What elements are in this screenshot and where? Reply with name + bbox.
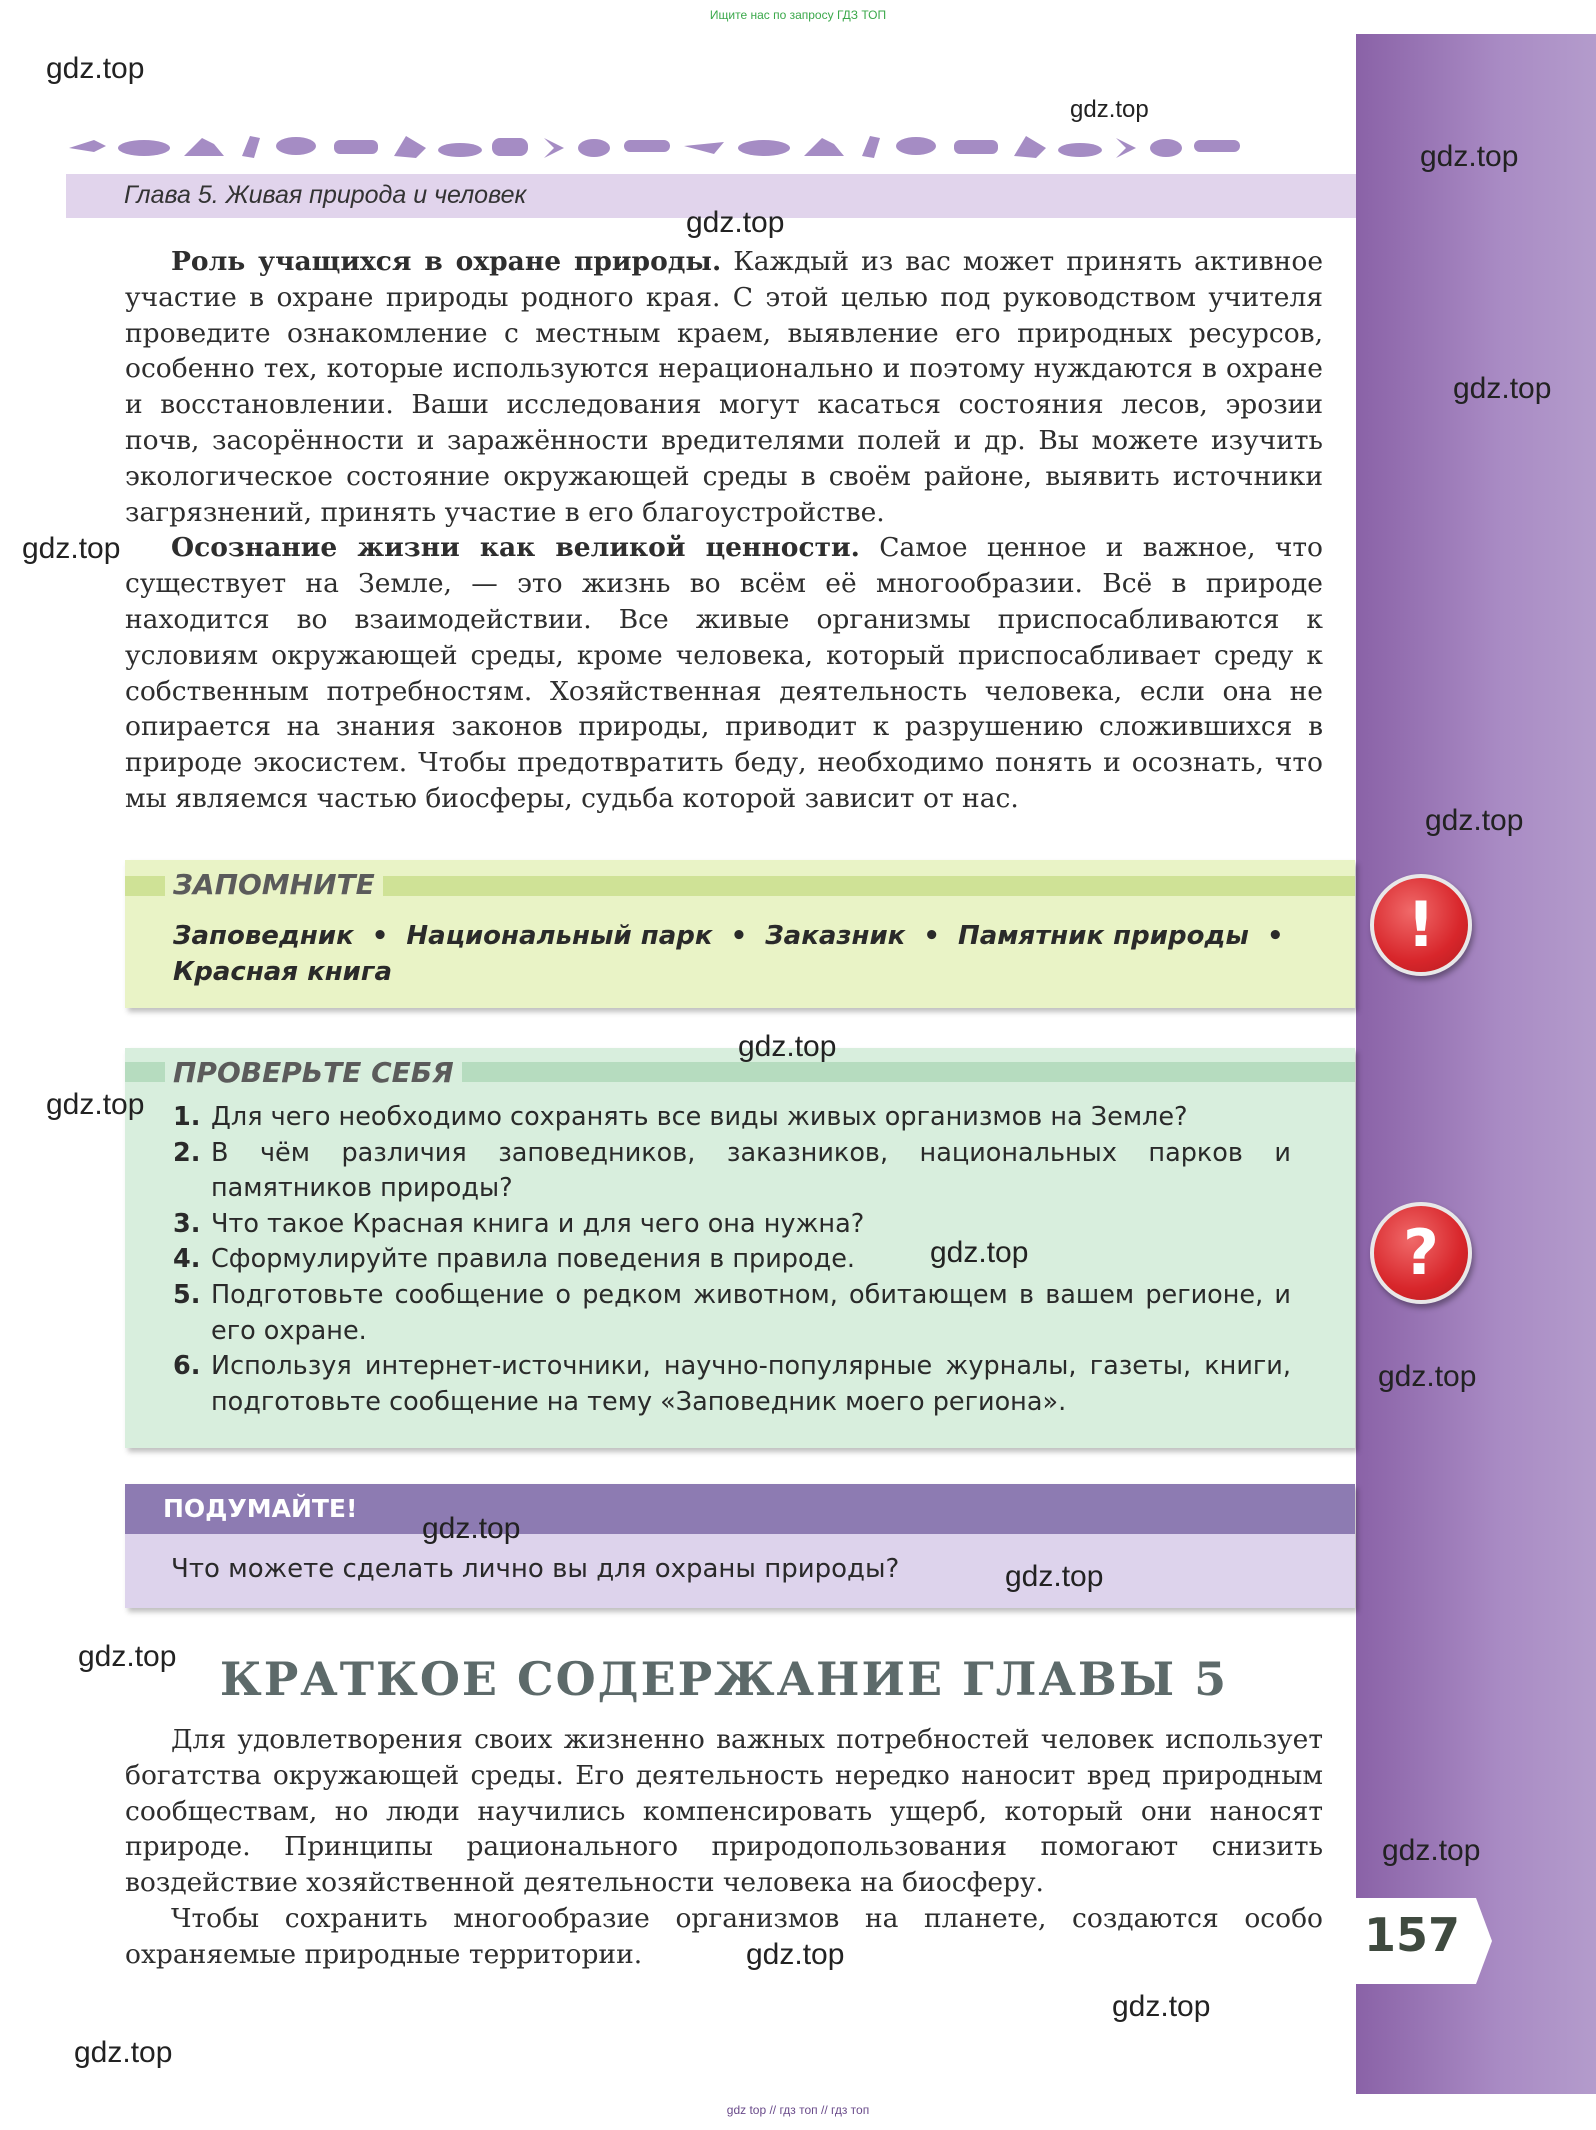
question-item [173,1349,1291,1420]
term: Заповедник [173,921,354,951]
page-number: 157 [1364,1908,1461,1962]
watermark: gdz.top [74,2036,173,2069]
paragraph-life-body: Самое ценное и важное, что существует на Земле, — это жизнь во всём её многообразии. Всё в природе находится во взаимодействии. Все живые организмы приспосабливаются к условиям окружающей среды, кроме человека, который приспосабливает среду к собственным потребностям. Хозяйственная деятельность человека, если она не опирается на знания законов природы, приводит к разрушению сложившихся в природе экосистем. Чтобы предотвратить беду, необходимо понять и осознать, что мы являемся частью биосферы, судьба которой зависит от нас. [125,532,1323,814]
watermark: gdz.top [930,1236,1029,1269]
question-list [173,1100,1291,1420]
watermark: gdz.top [1425,804,1524,837]
watermark: gdz.top [1453,372,1552,405]
animal-silhouette-strip [64,126,1264,166]
remember-title: ЗАПОМНИТЕ [165,868,383,901]
question-text: Подготовьте сообщение о редком животном, обитающем в вашем регионе, и его охране. [211,1279,1291,1346]
check-yourself-box [125,1048,1355,1448]
header-note: Ищите нас по запросу ГДЗ ТОП [709,8,887,22]
think-question: Что можете сделать лично вы для охраны природы? [171,1554,900,1584]
watermark: gdz.top [46,1088,145,1121]
paragraph-role [125,244,1323,530]
term-separator: • [730,921,748,951]
question-item [173,1100,1291,1136]
remember-terms [173,918,1333,990]
watermark: gdz.top [1420,140,1519,173]
term-separator: • [371,921,389,951]
remember-box [125,860,1355,1008]
term: Красная книга [173,957,393,987]
term: Заказник [765,921,906,951]
question-number: 3. [173,1208,201,1239]
watermark: gdz.top [46,52,145,85]
chapter-title: Глава 5. Живая природа и человек [124,181,527,209]
question-item [173,1278,1291,1349]
watermark: gdz.top [1070,96,1149,123]
question-item [173,1242,1291,1278]
watermark: gdz.top [422,1512,521,1545]
question-text: Используя интернет-источники, научно-популярные журналы, газеты, книги, подготовьте сообщение на тему «Заповедник моего региона». [211,1351,1291,1417]
watermark: gdz.top [78,1640,177,1673]
paragraph-life-heading: Осознание жизни как великой ценности. [171,532,860,564]
question-item [173,1136,1291,1207]
check-title: ПРОВЕРЬТЕ СЕБЯ [165,1056,462,1089]
watermark: gdz.top [1112,1990,1211,2023]
exclamation-icon: ! [1370,874,1472,976]
question-item [173,1207,1291,1243]
watermark: gdz.top [22,532,121,565]
watermark: gdz.top [746,1938,845,1971]
summary-paragraph: Чтобы сохранить многообразие организмов на планете, создаются особо охраняемые природные территории. [125,1902,1323,1970]
think-box [125,1484,1355,1608]
question-number: 4. [173,1244,201,1275]
paragraph-role-heading: Роль учащихся в охране природы. [171,246,722,277]
summary-title: КРАТКОЕ СОДЕРЖАНИЕ ГЛАВЫ 5 [219,1652,1229,1706]
summary-text [125,1722,1323,1973]
term-separator: • [923,921,940,951]
term: Памятник природы [957,921,1249,951]
think-title: ПОДУМАЙТЕ! [163,1494,358,1523]
main-text [125,244,1323,817]
question-number: 5. [173,1279,201,1310]
question-mark-icon: ? [1370,1202,1472,1304]
footer-note: gdz top // гдз топ // гдз топ [726,2103,870,2117]
paragraph-life-value [125,530,1323,816]
side-band [1356,34,1596,2094]
paragraph-role-body: Каждый из вас может принять активное участие в охране природы родного края. С этой целью под руководством учителя проведите ознакомление с местным краем, выявление его природных ресурсов, особенно тех, которые используются нерационально и поэтому нуждаются в охране и восстановлении. Ваши исследования могут касаться состояния лесов, эрозии почв, засорённости и заражённости вредителями полей и др. Вы можете изучить экологическое состояние окружающей среды в своём районе, выявить источники загрязнений, принять участие в его благоустройстве. [125,246,1324,528]
question-number: 1. [173,1102,201,1132]
question-text: Что такое Красная книга и для чего она нужна? [211,1208,865,1239]
term-separator: • [1266,921,1284,951]
question-number: 6. [173,1351,201,1382]
question-text: Для чего необходимо сохранять все виды живых организмов на Земле? [211,1102,1188,1132]
watermark: gdz.top [1005,1560,1104,1593]
question-number: 2. [173,1137,201,1168]
watermark: gdz.top [738,1030,837,1063]
term: Национальный парк [406,921,713,951]
summary-paragraph: Для удовлетворения своих жизненно важных потребностей человек использует богатства окружающей среды. Его деятельность нередко наносит вред природным сообществам, но люди научились компенсировать ущерб, который они наносят природе. Принципы рационального природопользования помогают снизить воздействие хозяйственной деятельности человека на биосферу. [125,1724,1323,1899]
question-text: Сформулируйте правила поведения в природе. [211,1244,855,1275]
watermark: gdz.top [1378,1360,1477,1393]
watermark: gdz.top [1382,1834,1481,1867]
think-header [125,1484,1355,1534]
watermark: gdz.top [686,206,785,239]
question-text: В чём различия заповедников, заказников, национальных парков и памятников природы? [211,1137,1291,1204]
